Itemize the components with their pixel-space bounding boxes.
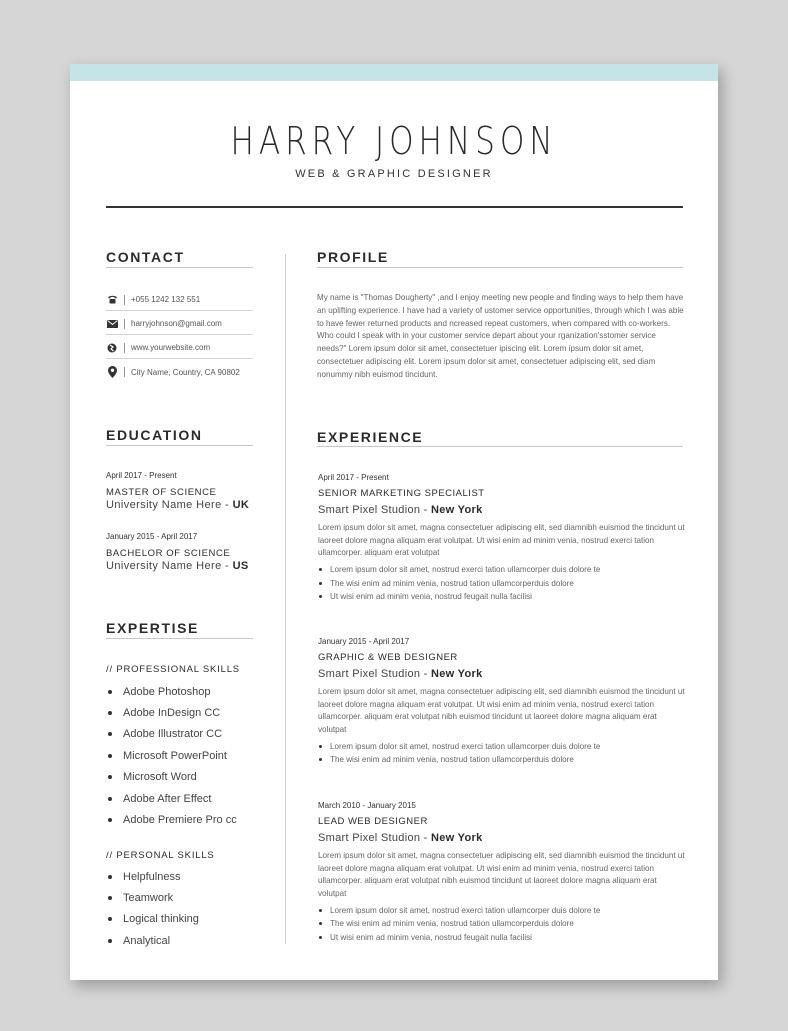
resume-page xyxy=(70,64,718,980)
web-icon xyxy=(106,342,118,354)
job-entry xyxy=(318,473,686,603)
job-description: Lorem ipsum dolor sit amet, magna consectetuer adipiscing elit, sed diamnibh euismod the tincidunt ut laoreet dolore magna aliquam erat volutpat. Ut wisi enim ad minim venia, nostrud exerci tation ullamcorper. aliquam erat volutpat xyxy=(318,523,685,558)
job-entry xyxy=(318,801,686,944)
education-date: January 2015 - April 2017 xyxy=(106,532,198,541)
job-company xyxy=(318,504,686,522)
job-bullet: Lorem ipsum dolor sit amet, nostrud exerci tation ullamcorper duis dolore te xyxy=(318,563,686,576)
contact-website xyxy=(106,337,253,359)
experience-title: EXPERIENCE xyxy=(317,429,424,445)
skill-item: Teamwork xyxy=(108,887,199,908)
education-rule xyxy=(106,445,253,446)
skill-item: Microsoft Word xyxy=(108,767,237,788)
expertise-rule xyxy=(106,638,253,639)
education-degree: BACHELOR OF SCIENCE xyxy=(106,548,231,559)
job-bullets xyxy=(318,740,686,767)
contact-separator xyxy=(124,319,125,329)
column-divider xyxy=(285,254,286,944)
job-bullets xyxy=(318,563,686,603)
contact-website-text[interactable]: www.yourwebsite.com xyxy=(131,343,211,352)
phone-icon xyxy=(106,294,118,306)
contact-rule xyxy=(106,267,253,268)
company-city: New York xyxy=(430,504,483,516)
education-degree: MASTER OF SCIENCE xyxy=(106,487,217,498)
job-company xyxy=(318,668,686,686)
profile-text: My name is "Thomas Dougherty" ,and I enjoy meeting new people and finding ways to help them have an uplifting experience. I have had a variety of ustomer service opportunities, through which I was able to have fewer returned products and ncreased repeat customers, when compared with co-workers. Who could I speak with in your customer service depart about your rganization'sstomer service needs?" Lorem ipsum dolor sit amet, consectetuer ipiscing elit. Lorem ipsum dolor sit amet, consectetuer adipiscing elit. Lorem ipsum dolor sit amet, consectetuer adipiscing elit, sed diam nonummy nibh euismod tincidunt. xyxy=(317,293,684,379)
job-company xyxy=(318,832,686,850)
skill-item: Adobe Photoshop xyxy=(108,681,237,702)
job-bullet: The wisi enim ad minim venia, nostrud tation ullamcorperduis dolore xyxy=(318,917,686,930)
contact-phone xyxy=(106,289,253,311)
contact-title: CONTACT xyxy=(106,249,185,265)
professional-skills-title: // PROFESSIONAL SKILLS xyxy=(106,664,240,675)
job-bullet: The wisi enim ad minim venia, nostrud tation ullamcorperduis dolore xyxy=(318,753,686,766)
skill-item: Adobe InDesign CC xyxy=(108,702,237,723)
school-name: University Name Here - xyxy=(106,560,233,572)
contact-address xyxy=(106,361,253,383)
skill-item: Adobe Illustrator CC xyxy=(108,724,237,745)
job-title: LEAD WEB DESIGNER xyxy=(318,816,428,827)
company-name: Smart Pixel Studion - xyxy=(318,832,431,844)
job-date: April 2017 - Present xyxy=(318,473,389,482)
skill-item: Logical thinking xyxy=(108,909,199,930)
school-country: US xyxy=(232,560,249,572)
job-bullet: Ut wisi enim ad minim venia, nostrud feugait nulla facilisi xyxy=(318,590,686,603)
education-school xyxy=(106,499,249,511)
profile-rule xyxy=(317,267,683,268)
job-bullet: Lorem ipsum dolor sit amet, nostrud exerci tation ullamcorper duis dolore te xyxy=(318,904,686,917)
job-bullet: The wisi enim ad minim venia, nostrud tation ullamcorperduis dolore xyxy=(318,577,686,590)
job-entry xyxy=(318,637,686,767)
skill-item: Adobe After Effect xyxy=(108,788,237,809)
school-country: UK xyxy=(232,499,250,511)
job-title: GRAPHIC & WEB DESIGNER xyxy=(318,652,458,663)
job-description: Lorem ipsum dolor sit amet, magna consectetuer adipiscing elit, sed diamnibh euismod the tincidunt ut laoreet dolore magna aliquam erat volutpat. Ut wisi enim ad minim venia, nostrud exerci tation ullamcorper. aliquam erat volutpat nibh euismod tincidunt ut laoreet dolore magna aliquam erat volutpat xyxy=(318,851,685,899)
mail-icon xyxy=(106,318,118,330)
skill-item: Microsoft PowerPoint xyxy=(108,745,237,766)
skill-item: Adobe Premiere Pro cc xyxy=(108,809,237,830)
company-city: New York xyxy=(430,832,483,844)
resume-subtitle: WEB & GRAPHIC DESIGNER xyxy=(295,168,493,180)
job-date: January 2015 - April 2017 xyxy=(318,637,410,646)
education-date: April 2017 - Present xyxy=(106,471,177,480)
skill-item: Helpfulness xyxy=(108,866,199,887)
education-school xyxy=(106,560,249,572)
job-bullet: Lorem ipsum dolor sit amet, nostrud exerci tation ullamcorper duis dolore te xyxy=(318,740,686,753)
contact-separator xyxy=(124,343,125,353)
job-title: SENIOR MARKETING SPECIALIST xyxy=(318,488,485,499)
experience-rule xyxy=(317,446,683,447)
skill-item: Analytical xyxy=(108,930,199,951)
contact-address-text: City Name, Country, CA 90802 xyxy=(131,367,240,377)
professional-skills-list xyxy=(108,681,237,831)
contact-phone-text: +055 1242 132 551 xyxy=(131,295,201,304)
location-pin-icon xyxy=(106,366,118,378)
company-name: Smart Pixel Studion - xyxy=(318,668,431,680)
profile-title: PROFILE xyxy=(317,249,389,265)
accent-bar xyxy=(70,64,718,81)
job-description: Lorem ipsum dolor sit amet, magna consectetuer adipiscing elit, sed diamnibh euismod the tincidunt ut laoreet dolore magna aliquam erat volutpat. Ut wisi enim ad minim venia, nostrud exerci tation ullamcorper. aliquam erat volutpat nibh euismod tincidunt ut laoreet dolore magna aliquam erat volutpat xyxy=(318,687,685,735)
company-name: Smart Pixel Studion - xyxy=(318,504,431,516)
job-bullet: Ut wisi enim ad minim venia, nostrud feugait nulla facilisi xyxy=(318,931,686,944)
contact-separator xyxy=(124,367,125,377)
company-city: New York xyxy=(430,668,483,680)
contact-email xyxy=(106,313,253,335)
personal-skills-list xyxy=(108,866,199,952)
expertise-title: EXPERTISE xyxy=(106,620,199,636)
job-date: March 2010 - January 2015 xyxy=(318,801,416,810)
header-divider xyxy=(106,206,683,208)
personal-skills-title: // PERSONAL SKILLS xyxy=(106,850,215,861)
job-bullets xyxy=(318,904,686,944)
school-name: University Name Here - xyxy=(106,499,233,511)
resume-name: HARRY JOHNSON xyxy=(230,119,558,163)
contact-email-text[interactable]: harryjohnson@gmail.com xyxy=(131,319,222,328)
education-title: EDUCATION xyxy=(106,427,203,443)
contact-separator xyxy=(124,295,125,305)
